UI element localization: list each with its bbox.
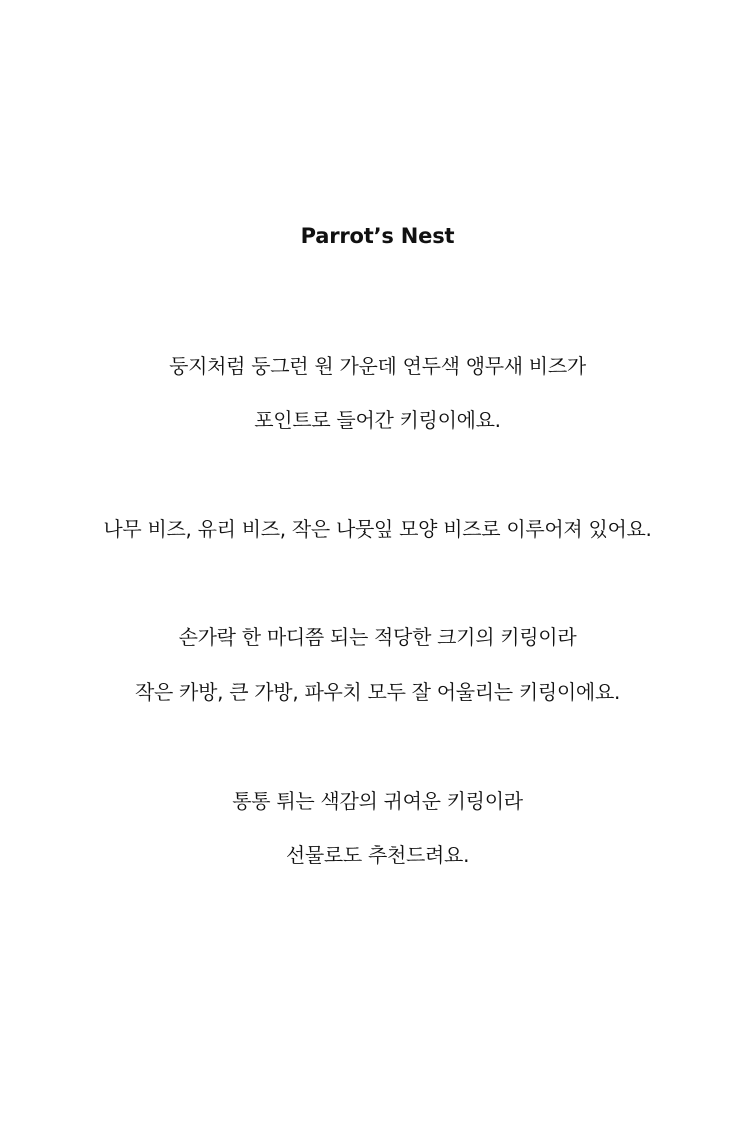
description-line: 손가락 한 마디쯤 되는 적당한 크기의 키링이라 — [178, 625, 577, 649]
description-line: 둥지처럼 둥그런 원 가운데 연두색 앵무새 비즈가 — [169, 354, 586, 378]
description-line: 나무 비즈, 유리 비즈, 작은 나뭇잎 모양 비즈로 이루어져 있어요. — [103, 517, 652, 541]
product-title: Parrot’s Nest — [300, 224, 455, 248]
description-line: 포인트로 들어간 키링이에요. — [254, 408, 501, 432]
description-line: 작은 카방, 큰 가방, 파우치 모두 잘 어울리는 키링이에요. — [134, 680, 621, 704]
description-line: 선물로도 추천드려요. — [285, 843, 470, 867]
description-line: 통통 튀는 색감의 귀여운 키링이라 — [232, 789, 523, 813]
